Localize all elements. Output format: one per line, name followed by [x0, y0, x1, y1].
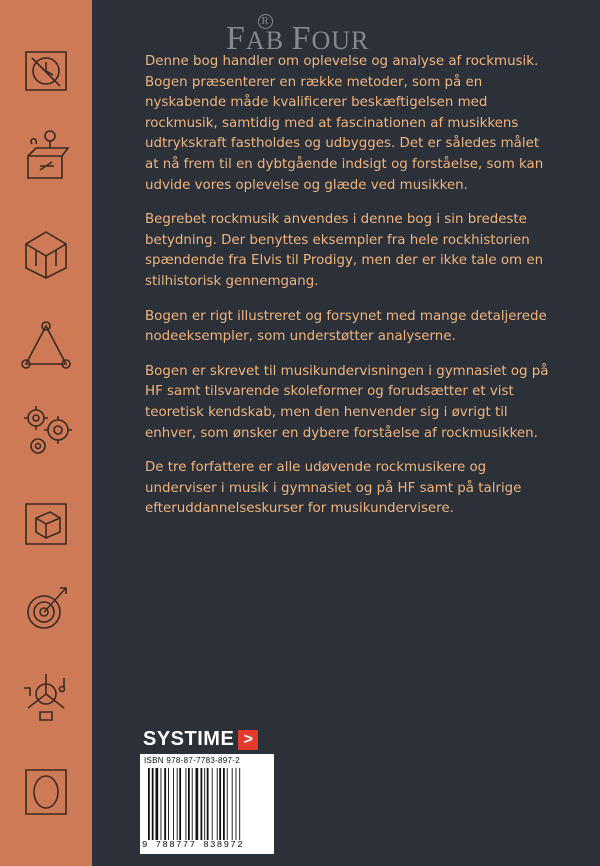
- blurb: [145, 52, 555, 534]
- jack-in-the-box-icon: [18, 126, 74, 182]
- publisher-name: SYSTIME: [143, 728, 235, 750]
- publisher-logo: [143, 728, 258, 751]
- paragraph: Bogen er rigt illustreret og forsynet med mange detaljerede nodeeksempler, som understøtter analyserne.: [145, 308, 547, 345]
- target-icon: [18, 580, 74, 636]
- box-icon: [18, 496, 74, 552]
- paragraph: Denne bog handler om oplevelse og analyse af rockmusik. Bogen præsenterer en række metoder, som på en nyskabende måde kvalificerer beskæftigelsen med rockmusik, samtidig med at fascinationen af musikkens udtrykskraft fastholdes og udbygges. Det er således målet at nå frem til en dybtgående indsigt og forståelse, som kan udvide vores oplevelse og glæde ved musikken.: [145, 54, 544, 193]
- isbn-label: ISBN 978-87-7783-897-2: [144, 756, 240, 765]
- barcode: [140, 754, 274, 854]
- sidebar-strip: [0, 0, 94, 866]
- publisher-arrow-icon: >: [238, 730, 258, 750]
- oval-frame-icon: [18, 764, 74, 820]
- paragraph: Begrebet rockmusik anvendes i denne bog i sin bredeste betydning. Der benyttes eksempler fra hele rockhistorien spændende fra Elvis til Prodigy, men der er ikke tale om en stilhistorisk gennemgang.: [145, 212, 544, 289]
- paragraph: De tre forfattere er alle udøvende rockmusikere og underviser i musik i gymnasiet og på HF samt på talrige efteruddannelseskurser for musikundervisere.: [145, 460, 522, 517]
- paragraph: Bogen er skrevet til musikundervisningen i gymnasiet og på HF samt tilsvarende skoleformer og forudsætter et vist teoretisk kendskab, men den henvender sig i øvrigt til enhver, som ønsker en dybere forståelse af rockmusikken.: [145, 363, 549, 441]
- cube-icon: [18, 226, 74, 282]
- gears-icon: [18, 402, 74, 458]
- clock-icon: [18, 42, 74, 98]
- fab-four-watermark: FAB FOUR R: [226, 15, 370, 57]
- music-sun-icon: [18, 666, 74, 722]
- ean-number: 9 788777 838972: [142, 840, 245, 850]
- barcode-bars: [148, 768, 268, 840]
- triangle-icon: [18, 318, 74, 374]
